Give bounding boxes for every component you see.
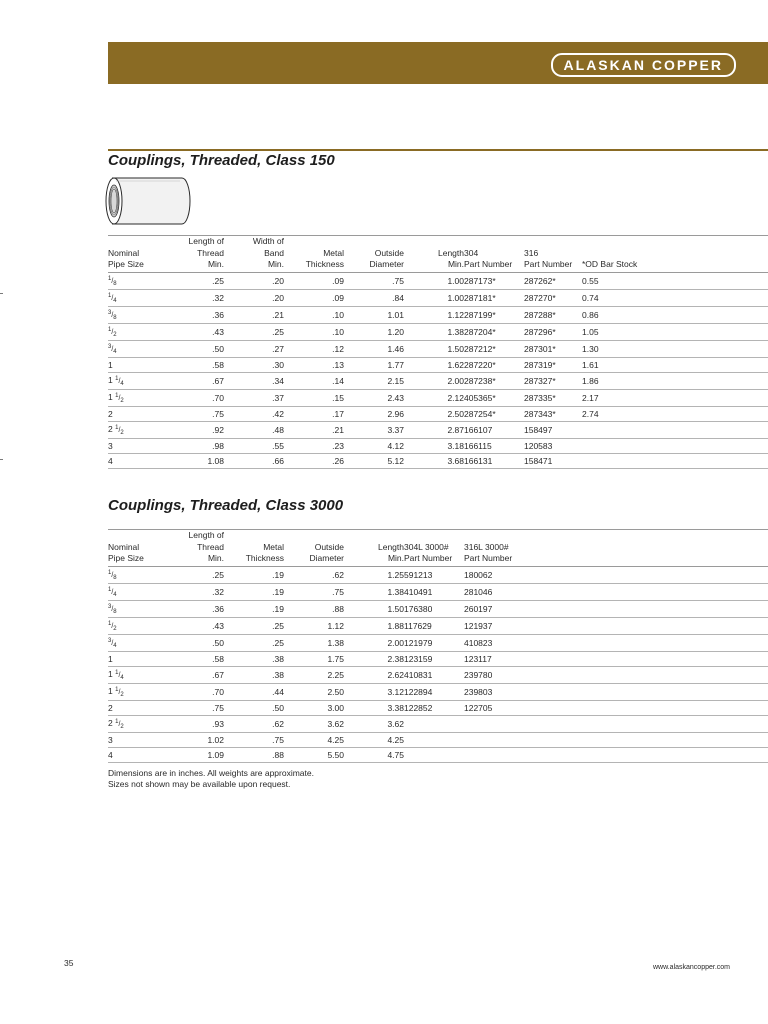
- fraction-denominator: 2: [120, 691, 124, 698]
- table-cell: .43: [164, 617, 224, 634]
- table-cell: 158471: [524, 453, 582, 468]
- website-url[interactable]: www.alaskancopper.com: [652, 964, 730, 971]
- table-cell: .19: [224, 566, 284, 583]
- table-row: [108, 357, 768, 372]
- table-cell: .20: [224, 272, 284, 289]
- pipe-size-cell: [108, 406, 164, 421]
- table-cell: .12: [284, 340, 344, 357]
- table-cell: 166107: [464, 421, 524, 438]
- table-cell: 287173*: [464, 272, 524, 289]
- table-row: [108, 306, 768, 323]
- pipe-size-whole: 1: [108, 668, 116, 679]
- edge-mark: [0, 459, 3, 460]
- section-title-class-150: Couplings, Threaded, Class 150: [108, 152, 335, 169]
- table-cell: .25: [224, 634, 284, 651]
- pipe-size-cell: [108, 747, 164, 762]
- table-cell: 1.75: [284, 651, 344, 666]
- fraction-numerator: 1: [115, 718, 119, 725]
- column-header: Metal Thickness: [284, 236, 344, 273]
- table-row: [108, 453, 768, 468]
- table-cell: 3.68: [404, 453, 464, 468]
- pipe-size-whole: 1: [108, 391, 116, 402]
- table-row: [108, 272, 768, 289]
- table-cell: [582, 438, 768, 453]
- table-cell: 5.12: [344, 453, 404, 468]
- table-cell: .25: [224, 323, 284, 340]
- table-cell: 287319*: [524, 357, 582, 372]
- table-cell: 2.50: [404, 406, 464, 421]
- fraction-denominator: 2: [113, 331, 117, 338]
- table-cell: [404, 732, 464, 747]
- table-cell: .58: [164, 651, 224, 666]
- table-cell: .48: [224, 421, 284, 438]
- table-cell: .10: [284, 323, 344, 340]
- table-row: [108, 747, 768, 762]
- table-cell: .34: [224, 372, 284, 389]
- table-cell: .44: [224, 683, 284, 700]
- table-cell: 1.86: [582, 372, 768, 389]
- table-row: [108, 683, 768, 700]
- table-cell: 3.18: [404, 438, 464, 453]
- table-cell: 287270*: [524, 289, 582, 306]
- table-cell: 287335*: [524, 389, 582, 406]
- fraction-numerator: 1: [115, 686, 119, 693]
- table-cell: 4.25: [284, 732, 344, 747]
- table-cell: .62: [224, 715, 284, 732]
- table-cell: 180062: [464, 566, 768, 583]
- column-header: Width of Band Min.: [224, 236, 284, 273]
- pipe-size-whole: 3: [108, 734, 113, 745]
- table-cell: 1.62: [404, 357, 464, 372]
- fraction-denominator: 4: [120, 380, 124, 387]
- class-150-table: [108, 235, 768, 469]
- table-cell: 0.74: [582, 289, 768, 306]
- pipe-size-cell: $^1/_4$: [108, 289, 164, 306]
- table-cell: 2.25: [284, 666, 344, 683]
- header-band: [108, 42, 768, 84]
- table-row: [108, 617, 768, 634]
- fraction-denominator: 2: [113, 625, 117, 632]
- table-cell: .84: [344, 289, 404, 306]
- table-cell: 117629: [404, 617, 464, 634]
- pipe-size-whole: 3: [108, 440, 113, 451]
- pipe-size-whole: 4: [108, 749, 113, 760]
- table-cell: .10: [284, 306, 344, 323]
- table-cell: .26: [284, 453, 344, 468]
- table-cell: 3.37: [344, 421, 404, 438]
- table-row: [108, 566, 768, 583]
- section-title-class-3000: Couplings, Threaded, Class 3000: [108, 497, 344, 514]
- table-cell: .66: [224, 453, 284, 468]
- table-cell: 2.87: [404, 421, 464, 438]
- table-cell: 287343*: [524, 406, 582, 421]
- table-cell: .38: [224, 666, 284, 683]
- column-header: Nominal Pipe Size: [108, 530, 164, 567]
- class-3000-table: [108, 529, 768, 763]
- pipe-size-cell: $^3/_4$: [108, 634, 164, 651]
- table-cell: 2.50: [284, 683, 344, 700]
- table-cell: 2.12: [404, 389, 464, 406]
- table-cell: .14: [284, 372, 344, 389]
- table-cell: 239803: [464, 683, 768, 700]
- table-cell: .43: [164, 323, 224, 340]
- table-cell: .92: [164, 421, 224, 438]
- table-cell: .88: [224, 747, 284, 762]
- table-cell: 1.12: [284, 617, 344, 634]
- pipe-size-cell: 1 $^1/_4$: [108, 372, 164, 389]
- pipe-size-cell: 1 $^1/_2$: [108, 683, 164, 700]
- table-cell: 3.12: [344, 683, 404, 700]
- column-header: *OD Bar Stock: [582, 236, 768, 273]
- table-cell: .30: [224, 357, 284, 372]
- table-cell: 2.96: [344, 406, 404, 421]
- table-cell: 287238*: [464, 372, 524, 389]
- table-cell: 121937: [464, 617, 768, 634]
- fraction-numerator: 1: [108, 292, 112, 299]
- table-cell: 4.75: [344, 747, 404, 762]
- table-cell: 287296*: [524, 323, 582, 340]
- column-header: Length of Thread Min.: [164, 530, 224, 567]
- fraction-denominator: 4: [113, 642, 117, 649]
- fraction-numerator: 1: [108, 620, 112, 627]
- column-header: Length Min.: [344, 530, 404, 567]
- table-cell: .20: [224, 289, 284, 306]
- table-cell: [464, 747, 768, 762]
- table-row: [108, 421, 768, 438]
- pipe-size-cell: 1 $^1/_4$: [108, 666, 164, 683]
- pipe-size-cell: 2 $^1/_2$: [108, 421, 164, 438]
- table-cell: 1.01: [344, 306, 404, 323]
- table-cell: .93: [164, 715, 224, 732]
- table-cell: 287181*: [464, 289, 524, 306]
- table-cell: .09: [284, 272, 344, 289]
- fraction-denominator: 8: [113, 574, 117, 581]
- fraction-denominator: 2: [120, 429, 124, 436]
- table-cell: .67: [164, 372, 224, 389]
- table-cell: 1.20: [344, 323, 404, 340]
- table-cell: .98: [164, 438, 224, 453]
- table-row: [108, 600, 768, 617]
- table-cell: [464, 732, 768, 747]
- table-cell: .36: [164, 306, 224, 323]
- table-cell: 158497: [524, 421, 582, 438]
- table-cell: 1.05: [582, 323, 768, 340]
- table-row: [108, 406, 768, 421]
- table-cell: 2.00: [344, 634, 404, 651]
- table-cell: .70: [164, 683, 224, 700]
- column-header: 304L 3000# Part Number: [404, 530, 464, 567]
- fraction-numerator: 1: [115, 392, 119, 399]
- column-header: Nominal Pipe Size: [108, 236, 164, 273]
- pipe-size-whole: 1: [108, 653, 113, 664]
- table-row: [108, 438, 768, 453]
- table-cell: .25: [164, 272, 224, 289]
- table-cell: 2.38: [344, 651, 404, 666]
- table-cell: 287220*: [464, 357, 524, 372]
- pipe-size-cell: [108, 438, 164, 453]
- pipe-size-cell: $^1/_2$: [108, 617, 164, 634]
- table-cell: 1.12: [404, 306, 464, 323]
- column-header: Length Min.: [404, 236, 464, 273]
- table-cell: 123117: [464, 651, 768, 666]
- pipe-size-cell: [108, 651, 164, 666]
- table-row: [108, 389, 768, 406]
- pipe-size-whole: 2: [108, 717, 116, 728]
- table-cell: .27: [224, 340, 284, 357]
- table-cell: .50: [224, 700, 284, 715]
- table-cell: 287262*: [524, 272, 582, 289]
- table-cell: .62: [284, 566, 344, 583]
- pipe-size-whole: 4: [108, 455, 113, 466]
- fraction-denominator: 8: [113, 314, 117, 321]
- column-header: Metal Thickness: [224, 530, 284, 567]
- table-cell: 120583: [524, 438, 582, 453]
- table-cell: [582, 421, 768, 438]
- fraction-numerator: 1: [115, 424, 119, 431]
- table-cell: 591213: [404, 566, 464, 583]
- fraction-numerator: 3: [108, 309, 112, 316]
- column-header: Length of Thread Min.: [164, 236, 224, 273]
- table-cell: .75: [164, 700, 224, 715]
- column-header: Outside Diameter: [344, 236, 404, 273]
- table-cell: .19: [224, 583, 284, 600]
- footnote-availability: Sizes not shown may be available upon request.: [108, 779, 291, 789]
- table-cell: 1.09: [164, 747, 224, 762]
- table-cell: 0.55: [582, 272, 768, 289]
- pipe-size-cell: $^1/_2$: [108, 323, 164, 340]
- table-cell: 1.30: [582, 340, 768, 357]
- table-cell: 4.25: [344, 732, 404, 747]
- table-row: [108, 634, 768, 651]
- section-rule: [108, 149, 768, 151]
- table-cell: 2.43: [344, 389, 404, 406]
- table-cell: 1.02: [164, 732, 224, 747]
- table-row: [108, 651, 768, 666]
- fraction-numerator: 1: [115, 375, 119, 382]
- table-cell: 405365*: [464, 389, 524, 406]
- table-cell: 1.38: [404, 323, 464, 340]
- table-row: [108, 340, 768, 357]
- fraction-denominator: 4: [120, 674, 124, 681]
- table-cell: .21: [284, 421, 344, 438]
- pipe-size-cell: [108, 453, 164, 468]
- table-cell: 287254*: [464, 406, 524, 421]
- fraction-numerator: 3: [108, 343, 112, 350]
- table-cell: 123159: [404, 651, 464, 666]
- table-cell: 2.17: [582, 389, 768, 406]
- fraction-denominator: 4: [113, 591, 117, 598]
- footnote-dimensions: Dimensions are in inches. All weights are approximate.: [108, 768, 314, 778]
- pipe-size-whole: 2: [108, 702, 113, 713]
- table-header-row: [108, 530, 768, 567]
- table-cell: .70: [164, 389, 224, 406]
- table-cell: 5.50: [284, 747, 344, 762]
- pipe-size-cell: [108, 732, 164, 747]
- table-cell: 1.50: [344, 600, 404, 617]
- table-cell: [464, 715, 768, 732]
- fraction-denominator: 2: [120, 397, 124, 404]
- pipe-size-cell: $^3/_8$: [108, 306, 164, 323]
- table-cell: 0.86: [582, 306, 768, 323]
- table-cell: [404, 747, 464, 762]
- page-number: 35: [64, 958, 74, 968]
- table-cell: .75: [284, 583, 344, 600]
- fraction-numerator: 1: [108, 326, 112, 333]
- column-header: Outside Diameter: [284, 530, 344, 567]
- table-cell: 287301*: [524, 340, 582, 357]
- table-cell: 1.38: [344, 583, 404, 600]
- table-cell: 287204*: [464, 323, 524, 340]
- table-row: [108, 715, 768, 732]
- table-cell: 1.77: [344, 357, 404, 372]
- table-cell: 3.62: [284, 715, 344, 732]
- pipe-size-whole: 1: [108, 685, 116, 696]
- table-cell: 260197: [464, 600, 768, 617]
- pipe-size-cell: $^1/_4$: [108, 583, 164, 600]
- table-row: [108, 732, 768, 747]
- table-cell: [404, 715, 464, 732]
- table-cell: .75: [344, 272, 404, 289]
- table-cell: 1.61: [582, 357, 768, 372]
- table-cell: .75: [224, 732, 284, 747]
- table-cell: .36: [164, 600, 224, 617]
- pipe-size-cell: $^3/_4$: [108, 340, 164, 357]
- table-cell: .25: [164, 566, 224, 583]
- table-row: [108, 666, 768, 683]
- table-cell: 1.50: [404, 340, 464, 357]
- pipe-size-whole: 2: [108, 408, 113, 419]
- table-row: [108, 289, 768, 306]
- table-cell: 287199*: [464, 306, 524, 323]
- brand-logo: ALASKAN COPPER: [551, 53, 736, 77]
- table-cell: 239780: [464, 666, 768, 683]
- fraction-numerator: 3: [108, 603, 112, 610]
- fraction-numerator: 1: [108, 275, 112, 282]
- table-cell: 122894: [404, 683, 464, 700]
- pipe-size-cell: $^1/_8$: [108, 566, 164, 583]
- column-header: 316L 3000# Part Number: [464, 530, 768, 567]
- table-cell: .15: [284, 389, 344, 406]
- pipe-size-whole: 1: [108, 374, 116, 385]
- table-cell: .55: [224, 438, 284, 453]
- table-cell: 122705: [464, 700, 768, 715]
- table-cell: .32: [164, 583, 224, 600]
- table-row: [108, 583, 768, 600]
- table-cell: .17: [284, 406, 344, 421]
- table-cell: .37: [224, 389, 284, 406]
- column-header: 304 Part Number: [464, 236, 524, 273]
- pipe-size-cell: $^1/_8$: [108, 272, 164, 289]
- table-cell: .23: [284, 438, 344, 453]
- pipe-size-cell: 2 $^1/_2$: [108, 715, 164, 732]
- table-cell: .58: [164, 357, 224, 372]
- table-cell: 1.08: [164, 453, 224, 468]
- table-cell: 1.00: [404, 289, 464, 306]
- table-cell: 2.00: [404, 372, 464, 389]
- table-cell: 4.12: [344, 438, 404, 453]
- table-cell: .67: [164, 666, 224, 683]
- pipe-size-whole: 1: [108, 359, 113, 370]
- table-cell: .50: [164, 634, 224, 651]
- table-row: [108, 700, 768, 715]
- table-cell: 3.62: [344, 715, 404, 732]
- table-cell: .32: [164, 289, 224, 306]
- table-cell: 2.74: [582, 406, 768, 421]
- pipe-size-cell: 1 $^1/_2$: [108, 389, 164, 406]
- table-cell: 121979: [404, 634, 464, 651]
- table-cell: 166131: [464, 453, 524, 468]
- table-cell: 1.46: [344, 340, 404, 357]
- table-cell: 1.25: [344, 566, 404, 583]
- table-cell: 2.15: [344, 372, 404, 389]
- column-header: 316 Part Number: [524, 236, 582, 273]
- table-cell: 287327*: [524, 372, 582, 389]
- table-cell: 281046: [464, 583, 768, 600]
- table-cell: 1.38: [284, 634, 344, 651]
- table-cell: 410831: [404, 666, 464, 683]
- table-cell: .38: [224, 651, 284, 666]
- table-cell: .09: [284, 289, 344, 306]
- pipe-size-cell: $^3/_8$: [108, 600, 164, 617]
- table-header-row: [108, 236, 768, 273]
- table-cell: .75: [164, 406, 224, 421]
- table-cell: 1.00: [404, 272, 464, 289]
- table-cell: 122852: [404, 700, 464, 715]
- table-cell: .50: [164, 340, 224, 357]
- edge-mark: [0, 293, 3, 294]
- table-cell: 176380: [404, 600, 464, 617]
- table-cell: 166115: [464, 438, 524, 453]
- fraction-denominator: 4: [113, 348, 117, 355]
- table-cell: .13: [284, 357, 344, 372]
- table-cell: .25: [224, 617, 284, 634]
- footnote: [108, 768, 314, 790]
- table-cell: 287212*: [464, 340, 524, 357]
- table-row: [108, 372, 768, 389]
- table-cell: 3.38: [344, 700, 404, 715]
- table-cell: 3.00: [284, 700, 344, 715]
- pipe-size-whole: 2: [108, 423, 116, 434]
- pipe-size-cell: [108, 357, 164, 372]
- fraction-numerator: 1: [108, 569, 112, 576]
- fraction-denominator: 8: [113, 608, 117, 615]
- coupling-product-image: [104, 176, 194, 226]
- pipe-size-cell: [108, 700, 164, 715]
- fraction-numerator: 1: [108, 586, 112, 593]
- table-cell: .42: [224, 406, 284, 421]
- table-cell: .19: [224, 600, 284, 617]
- table-cell: 2.62: [344, 666, 404, 683]
- fraction-numerator: 3: [108, 637, 112, 644]
- table-cell: 287288*: [524, 306, 582, 323]
- fraction-denominator: 8: [113, 280, 117, 287]
- table-cell: [582, 453, 768, 468]
- fraction-denominator: 2: [120, 723, 124, 730]
- table-row: [108, 323, 768, 340]
- fraction-denominator: 4: [113, 297, 117, 304]
- table-cell: .21: [224, 306, 284, 323]
- table-cell: 1.88: [344, 617, 404, 634]
- table-cell: 410491: [404, 583, 464, 600]
- table-cell: 410823: [464, 634, 768, 651]
- fraction-numerator: 1: [115, 669, 119, 676]
- table-cell: .88: [284, 600, 344, 617]
